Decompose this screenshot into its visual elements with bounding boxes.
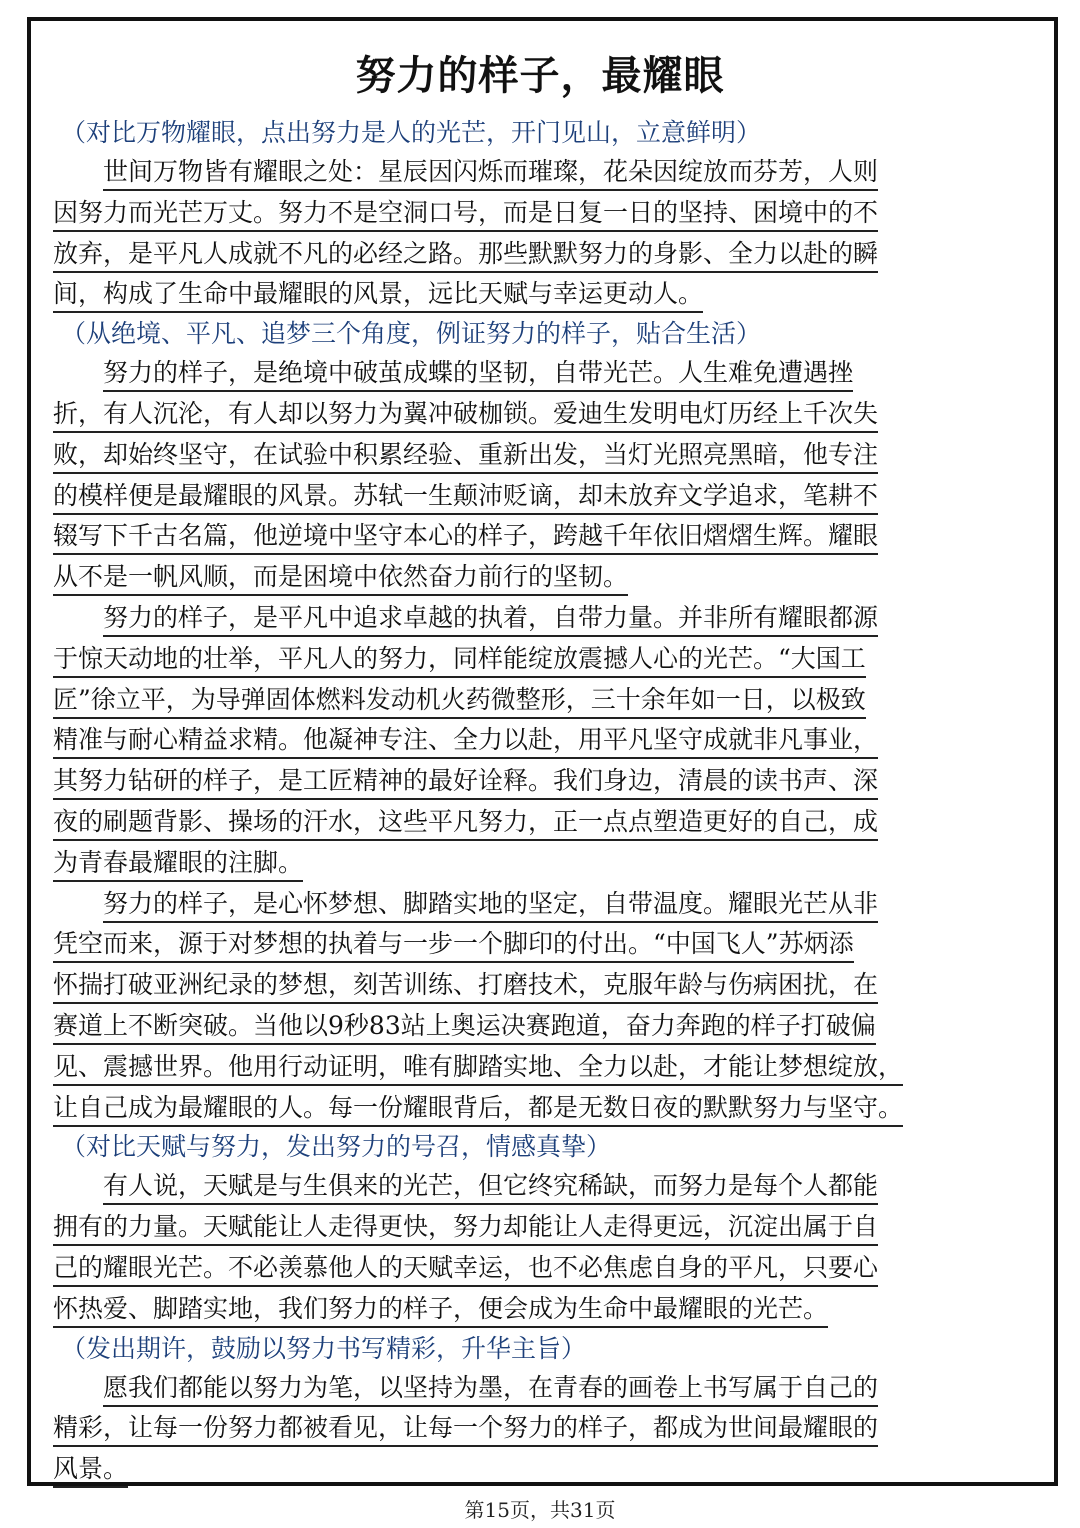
text-line: 努力的样子，是心怀梦想、脚踏实地的坚定，自带温度。耀眼光芒从非 — [103, 887, 878, 923]
text-line: 见、震撼世界。他用行动证明，唯有脚踏实地、全力以赴，才能让梦想绽放， — [53, 1050, 903, 1086]
text-line: 让自己成为最耀眼的人。每一份耀眼背后，都是无数日夜的默默努力与坚守。 — [53, 1091, 903, 1127]
paragraph — [53, 884, 1018, 1129]
annotation-note: （发出期许，鼓励以努力书写精彩，升华主旨） — [61, 1333, 587, 1363]
paragraph — [53, 353, 1018, 598]
text-line: 间，构成了生命中最耀眼的风景，远比天赋与幸运更动人。 — [53, 277, 703, 313]
text-line: 折，有人沉沦，有人却以努力为翼冲破枷锁。爱迪生发明电灯历经上千次失 — [53, 397, 878, 433]
text-line: 赛道上不断突破。当他以9秒83站上奥运决赛跑道，奋力奔跑的样子打破偏 — [53, 1009, 876, 1045]
paragraph — [53, 1368, 1018, 1490]
text-line: 努力的样子，是平凡中追求卓越的执着，自带力量。并非所有耀眼都源 — [103, 601, 878, 637]
text-line: 拥有的力量。天赋能让人走得更快，努力却能让人走得更远，沉淀出属于自 — [53, 1210, 878, 1246]
paragraph — [53, 598, 1018, 884]
essay-title: 努力的样子，最耀眼 — [355, 53, 725, 99]
paragraph — [53, 1166, 1018, 1329]
text-line: 从不是一帆风顺，而是困境中依然奋力前行的坚韧。 — [53, 560, 628, 596]
text-line: 己的耀眼光芒。不必羡慕他人的天赋幸运，也不必焦虑自身的平凡，只要心 — [53, 1251, 878, 1287]
text-line: 辍写下千古名篇，他逆境中坚守本心的样子，跨越千年依旧熠熠生辉。耀眼 — [53, 519, 878, 555]
page-number: 第15页，共31页 — [464, 1498, 616, 1522]
annotation-note: （从绝境、平凡、追梦三个角度，例证努力的样子，贴合生活） — [61, 319, 762, 349]
text-line: 因努力而光芒万丈。努力不是空洞口号，而是日复一日的坚持、困境中的不 — [53, 196, 878, 232]
text-line: 精准与耐心精益求精。他凝神专注、全力以赴，用平凡坚守成就非凡事业， — [53, 723, 878, 759]
text-line: 放弃，是平凡人成就不凡的必经之路。那些默默努力的身影、全力以赴的瞬 — [53, 237, 878, 273]
text-line: 怀热爱、脚踏实地，我们努力的样子，便会成为生命中最耀眼的光芒。 — [53, 1292, 828, 1328]
text-line: 精彩，让每一份努力都被看见，让每一个努力的样子，都成为世间最耀眼的 — [53, 1411, 878, 1447]
text-line: 凭空而来，源于对梦想的执着与一步一个脚印的付出。“中国飞人”苏炳添 — [53, 927, 854, 963]
text-line: 愿我们都能以努力为笔，以坚持为墨，在青春的画卷上书写属于自己的 — [103, 1371, 878, 1407]
text-line: 世间万物皆有耀眼之处：星辰因闪烁而璀璨，花朵因绽放而芬芳，人则 — [103, 155, 878, 191]
text-line: 败，却始终坚守，在试验中积累经验、重新出发，当灯光照亮黑暗，他专注 — [53, 438, 878, 474]
text-line: 怀揣打破亚洲纪录的梦想，刻苦训练、打磨技术，克服年龄与伤病困扰，在 — [53, 968, 878, 1004]
text-line: 努力的样子，是绝境中破茧成蝶的坚韧，自带光芒。人生难免遭遇挫 — [103, 356, 853, 392]
text-line: 有人说，天赋是与生俱来的光芒，但它终究稀缺，而努力是每个人都能 — [103, 1169, 878, 1205]
text-line: 为青春最耀眼的注脚。 — [53, 846, 303, 882]
text-line: 的模样便是最耀眼的风景。苏轼一生颠沛贬谪，却未放弃文学追求，笔耕不 — [53, 479, 878, 515]
text-line: 夜的刷题背影、操场的汗水，这些平凡努力，正一点点塑造更好的自己，成 — [53, 805, 878, 841]
annotation-note: （对比万物耀眼，点出努力是人的光芒，开门见山，立意鲜明） — [61, 118, 762, 147]
text-line: 风景。 — [53, 1452, 128, 1488]
paragraph — [53, 152, 1018, 315]
text-line: 于惊天动地的壮举，平凡人的努力，同样能绽放震撼人心的光芒。“大国工 — [53, 642, 866, 678]
text-line: 其努力钻研的样子，是工匠精神的最好诠释。我们身边，清晨的读书声、深 — [53, 764, 878, 800]
essay-body — [53, 114, 1018, 1490]
text-line: 匠”徐立平，为导弹固体燃料发动机火药微整形，三十余年如一日，以极致 — [53, 683, 866, 719]
annotation-note: （对比天赋与努力，发出努力的号召，情感真挚） — [61, 1132, 612, 1162]
